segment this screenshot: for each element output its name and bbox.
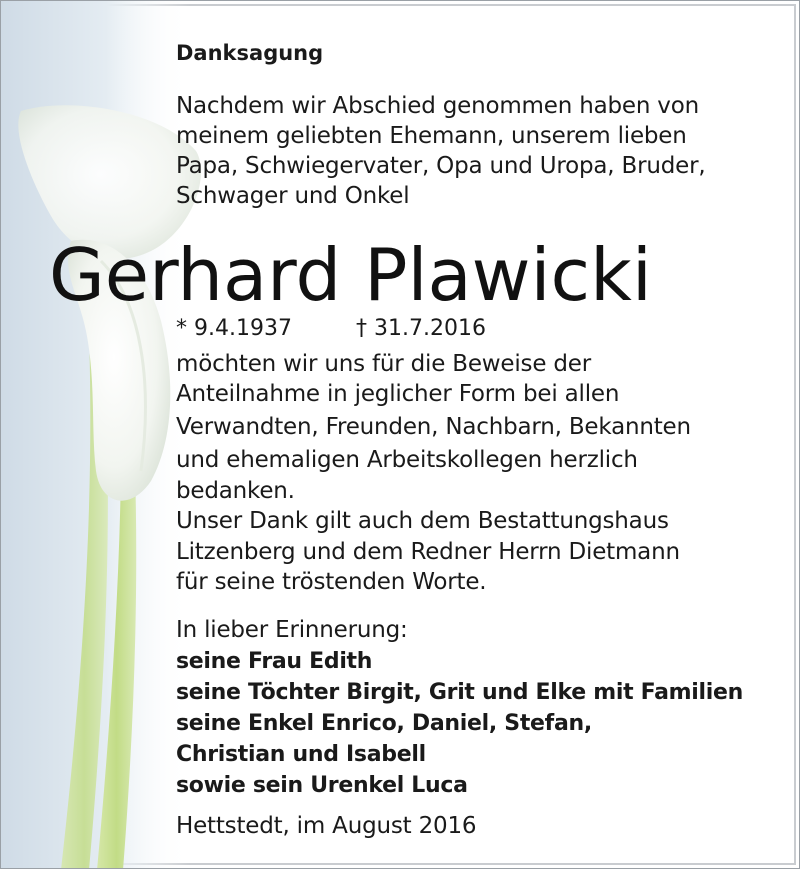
body-line: Litzenberg und dem Redner Herrn Dietmann bbox=[176, 539, 680, 565]
family-line: seine Töchter Birgit, Grit und Elke mit Familien bbox=[176, 680, 743, 705]
intro-line: Nachdem wir Abschied genommen haben von bbox=[176, 93, 699, 119]
body-line: Anteilnahme in jeglicher Form bei allen bbox=[176, 381, 620, 407]
place-date: Hettstedt, im August 2016 bbox=[176, 813, 477, 839]
body-line: für seine tröstenden Worte. bbox=[176, 569, 487, 595]
body-line: Verwandten, Freunden, Nachbarn, Bekannten bbox=[176, 414, 691, 440]
heading: Danksagung bbox=[176, 41, 324, 65]
family-line: Christian und Isabell bbox=[176, 742, 426, 767]
family-line: sowie sein Urenkel Luca bbox=[176, 773, 468, 798]
death-date: † 31.7.2016 bbox=[356, 316, 486, 341]
intro-line: Papa, Schwiegervater, Opa und Uropa, Bruder, bbox=[176, 153, 706, 179]
memory-label: In lieber Erinnerung: bbox=[176, 617, 408, 643]
intro-line: Schwager und Onkel bbox=[176, 183, 410, 209]
birth-date: * 9.4.1937 bbox=[176, 316, 292, 341]
body-line: Unser Dank gilt auch dem Bestattungshaus bbox=[176, 508, 669, 534]
body-line: und ehemaligen Arbeitskollegen herzlich bbox=[176, 447, 638, 473]
family-line: seine Enkel Enrico, Daniel, Stefan, bbox=[176, 711, 592, 736]
family-line: seine Frau Edith bbox=[176, 649, 373, 674]
body-line: möchten wir uns für die Beweise der bbox=[176, 351, 591, 377]
intro-line: meinem geliebten Ehemann, unserem lieben bbox=[176, 123, 687, 149]
body-line: bedanken. bbox=[176, 478, 295, 504]
deceased-name: Gerhard Plawicki bbox=[49, 233, 652, 317]
